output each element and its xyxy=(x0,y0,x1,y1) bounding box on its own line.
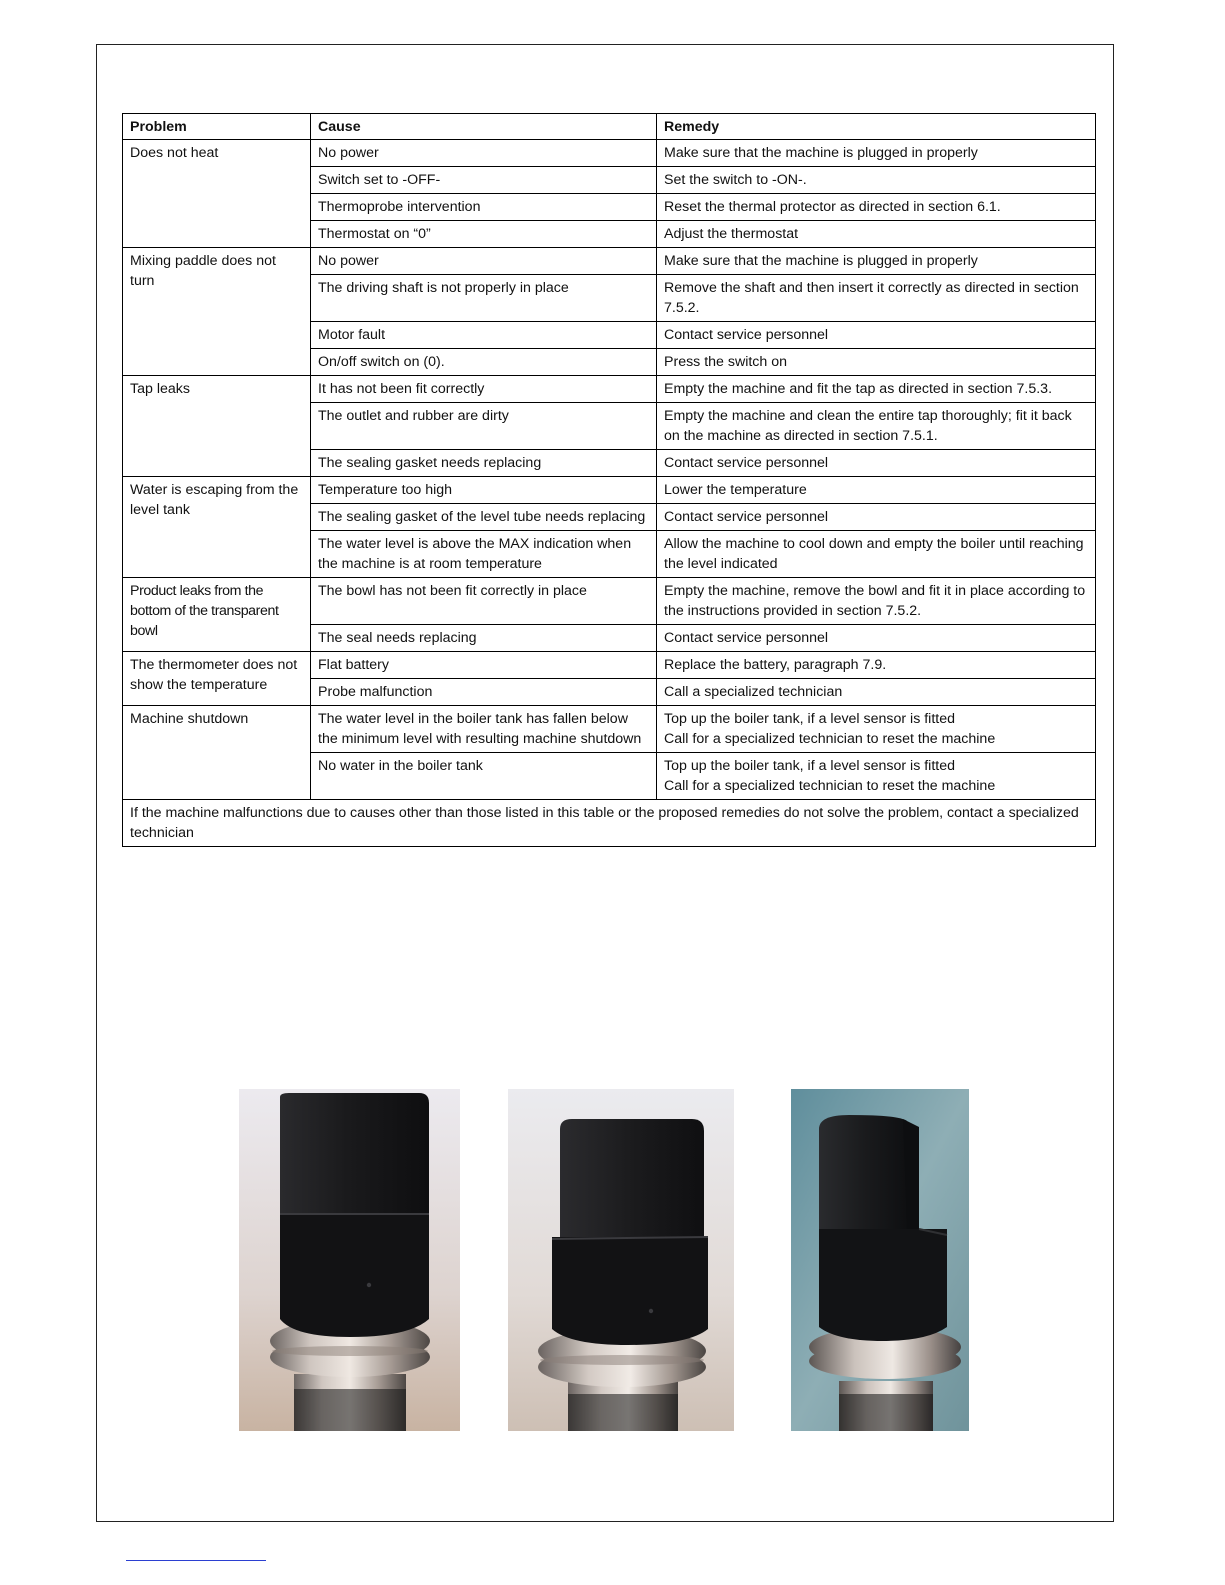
table-footnote: If the machine malfunctions due to causes other than those listed in this table or the proposed remedies do not solve the problem, contact a specialized technician xyxy=(123,800,1096,847)
remedy-cell: Contact service personnel xyxy=(657,322,1096,349)
table-header-row xyxy=(123,114,1096,140)
cause-cell: Motor fault xyxy=(311,322,657,349)
cause-cell: Switch set to -OFF- xyxy=(311,167,657,194)
remedy-cell: Make sure that the machine is plugged in properly xyxy=(657,140,1096,167)
table-row xyxy=(123,578,1096,625)
remedy-cell: Contact service personnel xyxy=(657,504,1096,531)
cause-cell: The bowl has not been fit correctly in place xyxy=(311,578,657,625)
remedy-cell: Allow the machine to cool down and empty the boiler until reaching the level indicated xyxy=(657,531,1096,578)
remedy-cell: Press the switch on xyxy=(657,349,1096,376)
header-problem: Problem xyxy=(123,114,311,140)
remedy-cell: Empty the machine and fit the tap as directed in section 7.5.3. xyxy=(657,376,1096,403)
cause-cell: No power xyxy=(311,140,657,167)
probe-cap-front-image xyxy=(239,1089,460,1431)
cause-cell: Thermoprobe intervention xyxy=(311,194,657,221)
troubleshooting-table xyxy=(122,113,1096,847)
probe-cap-angle-image xyxy=(508,1089,734,1431)
problem-cell: Product leaks from the bottom of the transparent bowl xyxy=(123,578,311,652)
cause-cell: The outlet and rubber are dirty xyxy=(311,403,657,450)
table-row xyxy=(123,376,1096,403)
header-remedy: Remedy xyxy=(657,114,1096,140)
table-row xyxy=(123,706,1096,753)
cause-cell: No water in the boiler tank xyxy=(311,753,657,800)
problem-cell: The thermometer does not show the temperature xyxy=(123,652,311,706)
problem-cell: Water is escaping from the level tank xyxy=(123,477,311,578)
remedy-line: Call for a specialized technician to reset the machine xyxy=(664,731,996,747)
cause-cell: The driving shaft is not properly in place xyxy=(311,275,657,322)
cause-cell: On/off switch on (0). xyxy=(311,349,657,376)
remedy-line: Top up the boiler tank, if a level sensor is fitted xyxy=(664,758,956,774)
photo-probe-cap-angle xyxy=(508,1089,734,1431)
remedy-cell: Adjust the thermostat xyxy=(657,221,1096,248)
cause-cell: Temperature too high xyxy=(311,477,657,504)
remedy-cell: Reset the thermal protector as directed in section 6.1. xyxy=(657,194,1096,221)
remedy-cell: Make sure that the machine is plugged in properly xyxy=(657,248,1096,275)
remedy-cell: Empty the machine and clean the entire tap thoroughly; fit it back on the machine as directed in section 7.5.1. xyxy=(657,403,1096,450)
cause-cell: Thermostat on “0” xyxy=(311,221,657,248)
cause-cell: The water level is above the MAX indication when the machine is at room temperature xyxy=(311,531,657,578)
remedy-cell: Set the switch to -ON-. xyxy=(657,167,1096,194)
cause-cell: Probe malfunction xyxy=(311,679,657,706)
photo-probe-cap-side xyxy=(791,1089,969,1431)
remedy-line: Top up the boiler tank, if a level sensor is fitted xyxy=(664,711,956,727)
cause-cell: It has not been fit correctly xyxy=(311,376,657,403)
remedy-cell: Replace the battery, paragraph 7.9. xyxy=(657,652,1096,679)
remedy-cell: Remove the shaft and then insert it correctly as directed in section 7.5.2. xyxy=(657,275,1096,322)
cause-cell: The seal needs replacing xyxy=(311,625,657,652)
footer-rule xyxy=(126,1560,266,1561)
remedy-cell: Call a specialized technician xyxy=(657,679,1096,706)
table-row xyxy=(123,477,1096,504)
table-footnote-row xyxy=(123,800,1096,847)
probe-cap-side-image xyxy=(791,1089,969,1431)
problem-cell: Tap leaks xyxy=(123,376,311,477)
table-row xyxy=(123,140,1096,167)
remedy-cell xyxy=(657,753,1096,800)
problem-cell: Mixing paddle does not turn xyxy=(123,248,311,376)
cause-cell: The sealing gasket needs replacing xyxy=(311,450,657,477)
cause-cell: The water level in the boiler tank has fallen below the minimum level with resulting machine shutdown xyxy=(311,706,657,753)
photo-probe-cap-front xyxy=(239,1089,460,1431)
table-row xyxy=(123,652,1096,679)
cause-cell: The sealing gasket of the level tube needs replacing xyxy=(311,504,657,531)
remedy-cell xyxy=(657,706,1096,753)
header-cause: Cause xyxy=(311,114,657,140)
table-row xyxy=(123,248,1096,275)
remedy-line: Call for a specialized technician to reset the machine xyxy=(664,778,996,794)
problem-cell: Does not heat xyxy=(123,140,311,248)
cause-cell: No power xyxy=(311,248,657,275)
remedy-cell: Contact service personnel xyxy=(657,450,1096,477)
remedy-cell: Empty the machine, remove the bowl and fit it in place according to the instructions provided in section 7.5.2. xyxy=(657,578,1096,625)
cause-cell: Flat battery xyxy=(311,652,657,679)
remedy-cell: Contact service personnel xyxy=(657,625,1096,652)
problem-cell: Machine shutdown xyxy=(123,706,311,800)
remedy-cell: Lower the temperature xyxy=(657,477,1096,504)
